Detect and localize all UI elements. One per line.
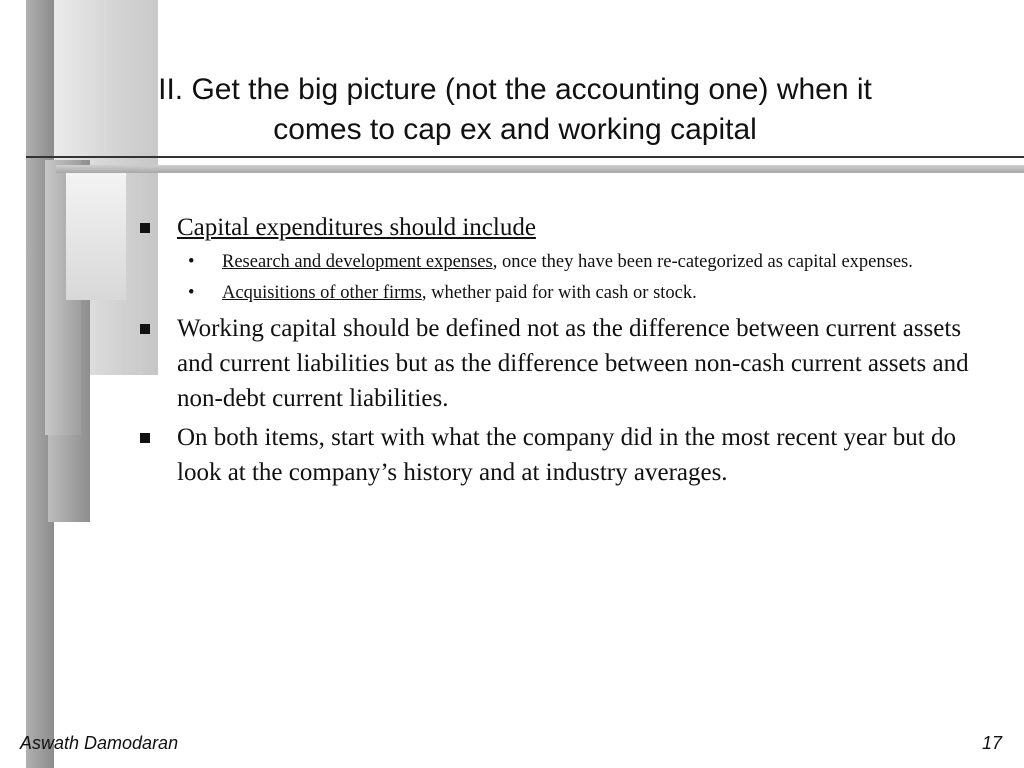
sub-bullet-underlined: Research and development expenses: [222, 252, 493, 272]
bullet-text: Working capital should be defined not as the difference between current assets and current liabilities but as the difference between non-cash current assets and non-debt current liabilities.: [177, 315, 969, 412]
slide-body: [140, 210, 1000, 494]
title-divider: [26, 156, 1024, 158]
sub-bullet-text: , once they have been re-categorized as capital expenses.: [492, 252, 913, 272]
footer-author: Aswath Damodaran: [20, 733, 179, 753]
square-bullet-icon: [140, 223, 150, 233]
dot-bullet-icon: •: [188, 283, 195, 303]
sub-bullet-text: , whether paid for with cash or stock.: [421, 283, 697, 303]
sub-bullet-rnd: [140, 249, 1000, 276]
slide-title-line-2: comes to cap ex and working capital: [273, 113, 757, 146]
bullet-text: On both items, start with what the company did in the most recent year but do look at the company’s history and at industry averages.: [177, 424, 957, 486]
sub-bullet-underlined: Acquisitions of other firms: [222, 283, 422, 303]
bullet-capital-expenditures: [140, 210, 1000, 245]
title-divider-shadow: [56, 165, 1024, 173]
square-bullet-icon: [140, 433, 150, 443]
sub-bullet-acquisitions: [140, 280, 1000, 307]
bullet-both-items: [140, 420, 1000, 490]
bullet-working-capital: [140, 311, 1000, 416]
square-bullet-icon: [140, 324, 150, 334]
dot-bullet-icon: •: [188, 252, 195, 272]
slide-title: [100, 70, 930, 150]
slide-title-line-1: II. Get the big picture (not the accounting one) when it: [158, 73, 872, 106]
decorative-bar: [66, 170, 126, 300]
footer-page-number: 17: [981, 733, 1002, 753]
bullet-text: Capital expenditures should include: [177, 214, 536, 241]
